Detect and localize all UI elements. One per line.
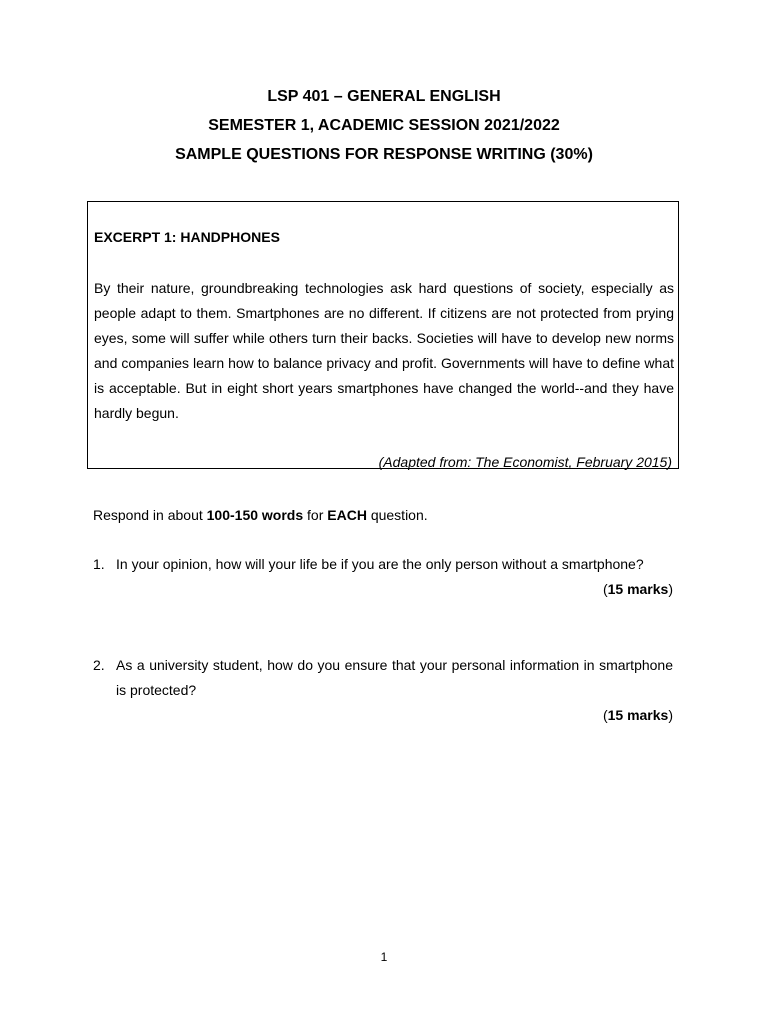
question-number: 2. [93, 657, 105, 673]
excerpt-paragraph: By their nature, groundbreaking technologies ask hard questions of society, especially as people adapt to them. Smartphones are no different. If citizens are not protected from prying eyes, some will suffer while others turn their backs. Societies will have to develop new norms and companies learn how to balance privacy and profit. Governments will have to define what is acceptable. But in eight short years smartphones have changed the world--and they have hardly begun. [94, 280, 674, 421]
question-text: As a university student, how do you ensure that your personal information in smartphone is protected? [116, 657, 673, 698]
question-marks [93, 703, 673, 728]
marks-value: 15 marks [607, 707, 669, 723]
sample-questions-title: SAMPLE QUESTIONS FOR RESPONSE WRITING (30%) [175, 146, 593, 163]
course-title: LSP 401 – GENERAL ENGLISH [267, 88, 501, 105]
marks-open-paren: ( [602, 707, 608, 723]
question-text: In your opinion, how will your life be if you are the only person without a smartphone? [116, 556, 644, 572]
excerpt-source: (Adapted from: The Economist, February 2015) [378, 454, 672, 470]
question-1 [93, 552, 673, 602]
excerpt-title: EXCERPT 1: HANDPHONES [94, 229, 280, 245]
instruction-word-range: 100-150 words [206, 507, 304, 523]
question-number: 1. [93, 556, 105, 572]
marks-open-paren: ( [602, 581, 608, 597]
question-marks [93, 577, 673, 602]
instruction-suffix: question. [366, 507, 428, 523]
instruction-each: EACH [327, 507, 367, 523]
document-header [0, 87, 768, 174]
question-2 [93, 653, 673, 728]
marks-value: 15 marks [607, 581, 669, 597]
marks-close-paren: ) [668, 707, 673, 723]
instruction-text [93, 506, 428, 524]
marks-close-paren: ) [668, 581, 673, 597]
instruction-prefix: Respond in about [93, 507, 207, 523]
semester-line: SEMESTER 1, ACADEMIC SESSION 2021/2022 [208, 117, 560, 134]
excerpt-box [87, 201, 679, 469]
page-number: 1 [380, 950, 388, 964]
instruction-middle: for [303, 507, 328, 523]
